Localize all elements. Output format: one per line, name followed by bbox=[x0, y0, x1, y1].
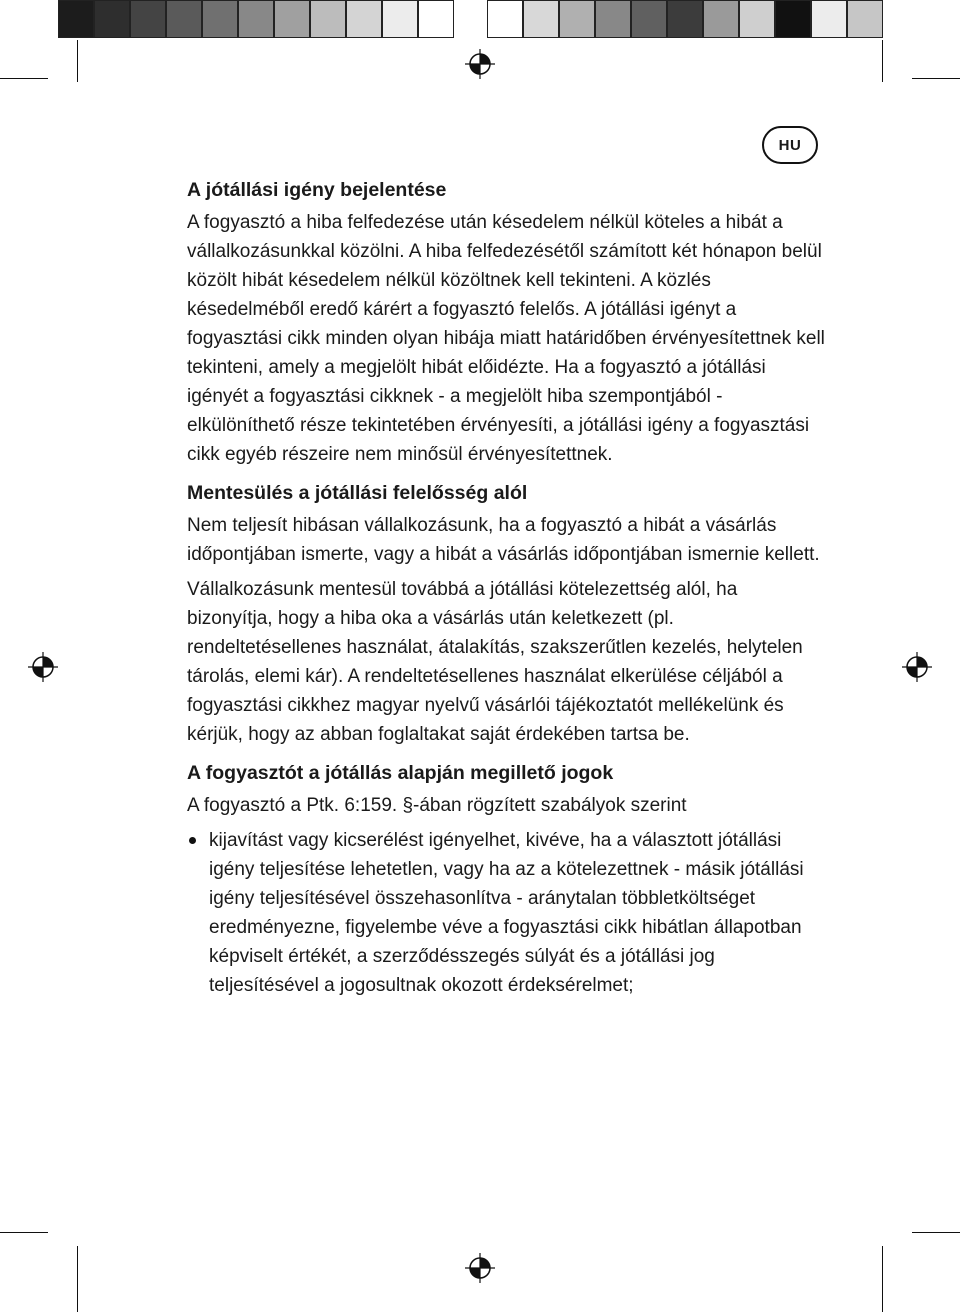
color-swatch bbox=[775, 0, 811, 38]
color-swatch bbox=[418, 0, 454, 38]
color-swatch bbox=[202, 0, 238, 38]
color-swatch bbox=[667, 0, 703, 38]
color-calibration-strip-right bbox=[487, 0, 883, 40]
color-swatch bbox=[130, 0, 166, 38]
paragraph-warranty-claim: A fogyasztó a hiba felfedezése után késedelem nélkül köteles a hibát a vállalkozásunkkal közölni. A hiba felfedezésétől számított két hónapon belül közölt hibát késedelem nélkül közöltnek kell tekinteni. A közlés késedelméből eredő kárért a fogyasztó felelős. A jótállási igényt a fogyasztási cikk minden olyan hibája miatt határidőben érvényesítettnek kell tekinteni, amely a megjelölt hibát előidézte. Ha a fogyasztó a jótállási igényét a fogyasztási cikknek - a megjelölt hiba szempontjából - elkülöníthető része tekintetében érvényesíti, a jótállási igény a fogyasztási cikk egyéb részeire nem minősül érvényesítettnek. bbox=[187, 212, 825, 465]
list-item bbox=[187, 826, 827, 1000]
section-heading-warranty-claim: A jótállási igény bejelentése bbox=[187, 179, 447, 201]
crop-mark bbox=[912, 1232, 960, 1233]
color-swatch bbox=[523, 0, 559, 38]
color-calibration-strip-left bbox=[58, 0, 454, 40]
registration-mark-icon bbox=[465, 49, 495, 79]
language-badge: HU bbox=[762, 126, 818, 164]
color-swatch bbox=[94, 0, 130, 38]
color-swatch bbox=[847, 0, 883, 38]
paragraph-exemption-1: Nem teljesít hibásan vállalkozásunk, ha a fogyasztó a hibát a vásárlás időpontjában ismerte, vagy a hibát a vásárlás időpontjában ismernie kellett. bbox=[187, 515, 820, 565]
crop-mark bbox=[77, 1246, 78, 1312]
crop-mark bbox=[77, 40, 78, 82]
crop-mark bbox=[0, 78, 48, 79]
color-swatch bbox=[739, 0, 775, 38]
color-swatch bbox=[811, 0, 847, 38]
list-item-text: kijavítást vagy kicserélést igényelhet, kivéve, ha a választott jótállási igény teljesítése lehetetlen, vagy ha az a kötelezettnek - másik jótállási igény teljesítésével összehasonlítva - aránytalan többletköltséget eredményezne, figyelembe véve a fogyasztási cikk hibátlan állapotban képviselt értékét, a szerződésszegés súlyát és a jótállási jog teljesítésével a jogosultnak okozott érdeksérelmet; bbox=[209, 830, 804, 996]
color-swatch bbox=[238, 0, 274, 38]
color-swatch bbox=[703, 0, 739, 38]
paragraph-consumer-rights: A fogyasztó a Ptk. 6:159. §-ában rögzített szabályok szerint bbox=[187, 795, 687, 816]
color-swatch bbox=[166, 0, 202, 38]
registration-mark-icon bbox=[465, 1253, 495, 1283]
crop-mark bbox=[0, 1232, 48, 1233]
rights-list bbox=[187, 826, 827, 1000]
section-heading-exemption: Mentesülés a jótállási felelősség alól bbox=[187, 482, 528, 504]
color-swatch bbox=[487, 0, 523, 38]
crop-mark bbox=[912, 78, 960, 79]
registration-mark-icon bbox=[28, 652, 58, 682]
color-swatch bbox=[274, 0, 310, 38]
color-swatch bbox=[310, 0, 346, 38]
section-heading-consumer-rights: A fogyasztót a jótállás alapján megillető jogok bbox=[187, 762, 614, 784]
color-swatch bbox=[631, 0, 667, 38]
color-swatch bbox=[595, 0, 631, 38]
bullet-icon bbox=[189, 837, 196, 844]
color-swatch bbox=[559, 0, 595, 38]
document-body bbox=[187, 172, 827, 1000]
color-swatch bbox=[382, 0, 418, 38]
color-swatch bbox=[58, 0, 94, 38]
crop-mark bbox=[882, 40, 883, 82]
registration-mark-icon bbox=[902, 652, 932, 682]
crop-mark bbox=[882, 1246, 883, 1312]
color-swatch bbox=[346, 0, 382, 38]
paragraph-exemption-2: Vállalkozásunk mentesül továbbá a jótállási kötelezettség alól, ha bizonyítja, hogy a hiba oka a vásárlás után keletkezett (pl. rendeltetésellenes használat, átalakítás, szakszerűtlen kezelés, helytelen tárolás, elemi kár). A rendeltetésellenes használat elkerülése céljából a fogyasztási cikkhez magyar nyelvű vásárlói tájékoztatót mellékelünk és kérjük, hogy az abban foglaltakat saját érdekében tartsa be. bbox=[187, 579, 803, 745]
